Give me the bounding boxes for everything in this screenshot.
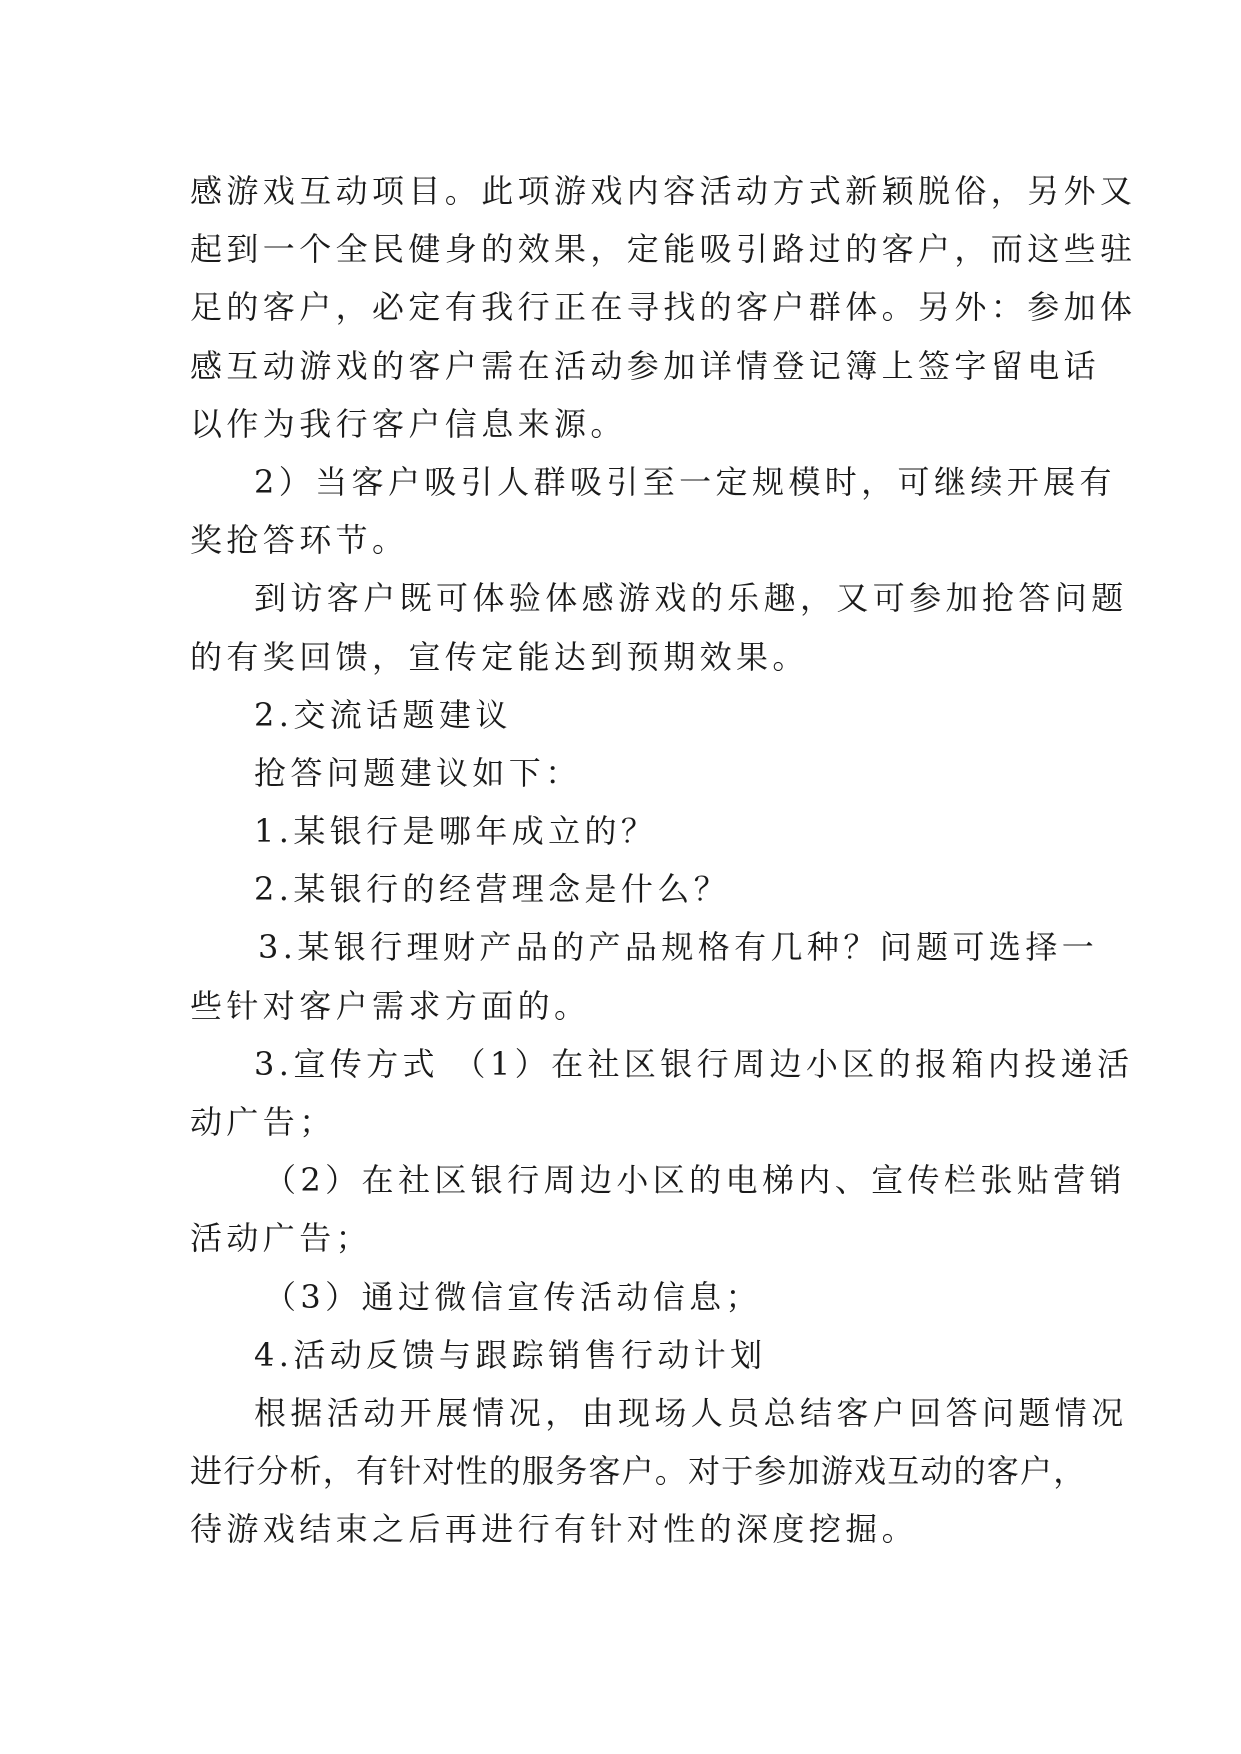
question-item: 2.某银行的经营理念是什么？ — [254, 870, 731, 909]
text-line: 感游戏互动项目。此项游戏内容活动方式新颖脱俗，另外又 — [190, 172, 1137, 210]
text-line: 感互动游戏的客户需在活动参加详情登记簿上签字留电话 — [190, 346, 1101, 385]
section-heading: 4.活动反馈与跟踪销售行动计划 — [254, 1335, 767, 1374]
text-line: 些针对客户需求方面的。 — [190, 986, 591, 1025]
text-line: （3）通过微信宣传活动信息； — [264, 1277, 762, 1316]
text-line: （2）在社区银行周边小区的电梯内、宣传栏张贴营销 — [264, 1161, 1126, 1200]
document-body — [190, 162, 1137, 1559]
text-line: 抢答问题建议如下： — [254, 753, 582, 792]
section-heading: 2.交流话题建议 — [254, 695, 512, 734]
question-item: 3.某银行理财产品的产品规格有几种？问题可选择一 — [258, 928, 1099, 967]
text-line: 足的客户，必定有我行正在寻找的客户群体。另外：参加体 — [190, 288, 1137, 327]
text-line: 动广告； — [190, 1103, 336, 1141]
text-line: 起到一个全民健身的效果，定能吸引路过的客户，而这些驻 — [190, 230, 1137, 269]
text-line: 的有奖回馈，宣传定能达到预期效果。 — [190, 637, 809, 676]
text-line: 待游戏结束之后再进行有针对性的深度挖掘。 — [190, 1510, 919, 1549]
question-item: 1.某银行是哪年成立的？ — [254, 812, 658, 851]
text-line: 进行分析，有针对性的服务客户。对于参加游戏互动的客户， — [190, 1452, 1087, 1491]
text-line: 根据活动开展情况，由现场人员总结客户回答问题情况 — [254, 1393, 1128, 1432]
text-line: 奖抢答环节。 — [190, 521, 409, 560]
text-line: 2）当客户吸引人群吸引至一定规模时，可继续开展有 — [254, 462, 1116, 501]
text-line: 以作为我行客户信息来源。 — [190, 404, 627, 443]
section-heading: 3.宣传方式 （1）在社区银行周边小区的报箱内投递活 — [254, 1044, 1134, 1083]
text-line: 活动广告； — [190, 1219, 373, 1258]
text-line: 到访客户既可体验体感游戏的乐趣，又可参加抢答问题 — [254, 579, 1128, 618]
